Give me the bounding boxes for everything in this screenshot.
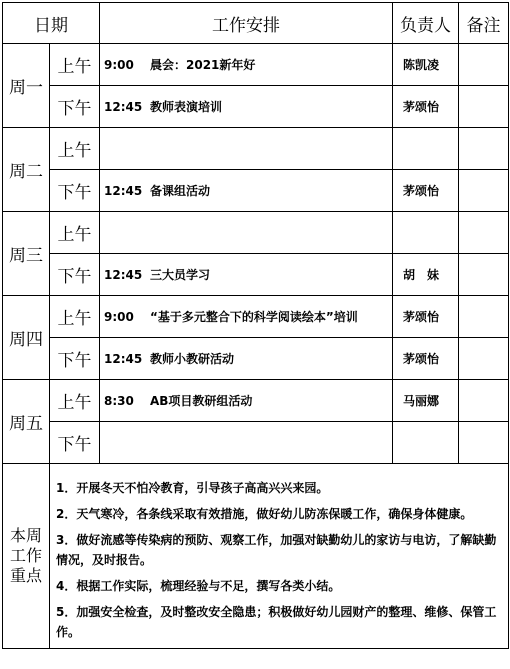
- day-label: 周三: [3, 212, 50, 296]
- task-time: 12:45: [104, 100, 143, 114]
- notes-cell: [459, 338, 509, 380]
- period-am: 上午: [50, 380, 100, 422]
- table-row: [3, 338, 509, 380]
- task-text: 教师表演培训: [150, 100, 223, 114]
- day-label: 周二: [3, 128, 50, 212]
- notes-cell: [459, 422, 509, 464]
- header-date: 日期: [3, 3, 100, 44]
- owner-cell: 陈凯凌: [393, 44, 459, 86]
- owner-cell: [393, 128, 459, 170]
- weekly-schedule-table: [2, 2, 509, 649]
- task-time: 12:45: [104, 352, 143, 366]
- owner-cell: 茅颂怡: [393, 296, 459, 338]
- focus-label: 本周工作重点: [3, 464, 50, 649]
- table-row: [3, 422, 509, 464]
- period-pm: 下午: [50, 86, 100, 128]
- focus-item: 5．加强安全检查，及时整改安全隐患；积极做好幼儿园财产的整理、维修、保管工作。: [56, 605, 497, 639]
- owner-cell: 茅颂怡: [393, 86, 459, 128]
- notes-cell: [459, 170, 509, 212]
- focus-item: 3．做好流感等传染病的预防、观察工作，加强对缺勤幼儿的家访与电访，了解缺勤情况，及时报告。: [56, 533, 497, 567]
- task-text: “基于多元整合下的科学阅读绘本”培训: [150, 310, 358, 324]
- task-time: 9:00: [104, 58, 134, 72]
- notes-cell: [459, 128, 509, 170]
- task-text: 备课组活动: [150, 184, 211, 198]
- task-time: 12:45: [104, 268, 143, 282]
- table-row: [3, 296, 509, 338]
- focus-item: 2．天气寒冷，各条线采取有效措施，做好幼儿防冻保暖工作，确保身体健康。: [56, 507, 473, 521]
- notes-cell: [459, 296, 509, 338]
- task-cell: [100, 170, 393, 212]
- task-time: 12:45: [104, 184, 143, 198]
- task-text: AB项目教研组活动: [150, 394, 253, 408]
- table-row: [3, 128, 509, 170]
- task-cell: [100, 128, 393, 170]
- table-row: [3, 44, 509, 86]
- owner-cell: [393, 212, 459, 254]
- task-cell: [100, 212, 393, 254]
- owner-cell: 茅颂怡: [393, 338, 459, 380]
- period-pm: 下午: [50, 254, 100, 296]
- day-label: 周五: [3, 380, 50, 464]
- focus-item: 1．开展冬天不怕冷教育，引导孩子高高兴兴来园。: [56, 481, 329, 495]
- task-time: 9:00: [104, 310, 134, 324]
- period-pm: 下午: [50, 170, 100, 212]
- task-cell: [100, 296, 393, 338]
- period-am: 上午: [50, 212, 100, 254]
- table-row: [3, 380, 509, 422]
- task-cell: [100, 254, 393, 296]
- header-owner: 负责人: [393, 3, 459, 44]
- focus-row: [3, 464, 509, 649]
- task-cell: [100, 380, 393, 422]
- task-cell: [100, 44, 393, 86]
- notes-cell: [459, 44, 509, 86]
- task-time: 8:30: [104, 394, 134, 408]
- table-row: [3, 86, 509, 128]
- notes-cell: [459, 254, 509, 296]
- header-notes: 备注: [459, 3, 509, 44]
- owner-cell: 胡 妹: [393, 254, 459, 296]
- task-text: 晨会：2021新年好: [150, 58, 256, 72]
- notes-cell: [459, 212, 509, 254]
- period-pm: 下午: [50, 338, 100, 380]
- header-row: [3, 3, 509, 44]
- task-cell: [100, 422, 393, 464]
- period-am: 上午: [50, 296, 100, 338]
- task-cell: [100, 86, 393, 128]
- owner-cell: 茅颂怡: [393, 170, 459, 212]
- owner-cell: [393, 422, 459, 464]
- notes-cell: [459, 86, 509, 128]
- owner-cell: 马丽娜: [393, 380, 459, 422]
- notes-cell: [459, 380, 509, 422]
- period-am: 上午: [50, 44, 100, 86]
- task-text: 三大员学习: [150, 268, 211, 282]
- period-am: 上午: [50, 128, 100, 170]
- header-arrangement: 工作安排: [100, 3, 393, 44]
- task-cell: [100, 338, 393, 380]
- period-pm: 下午: [50, 422, 100, 464]
- table-row: [3, 254, 509, 296]
- table-row: [3, 212, 509, 254]
- task-text: 教师小教研活动: [150, 352, 235, 366]
- focus-content: [50, 464, 509, 649]
- day-label: 周四: [3, 296, 50, 380]
- focus-item: 4．根据工作实际，梳理经验与不足，撰写各类小结。: [56, 579, 341, 593]
- table-row: [3, 170, 509, 212]
- day-label: 周一: [3, 44, 50, 128]
